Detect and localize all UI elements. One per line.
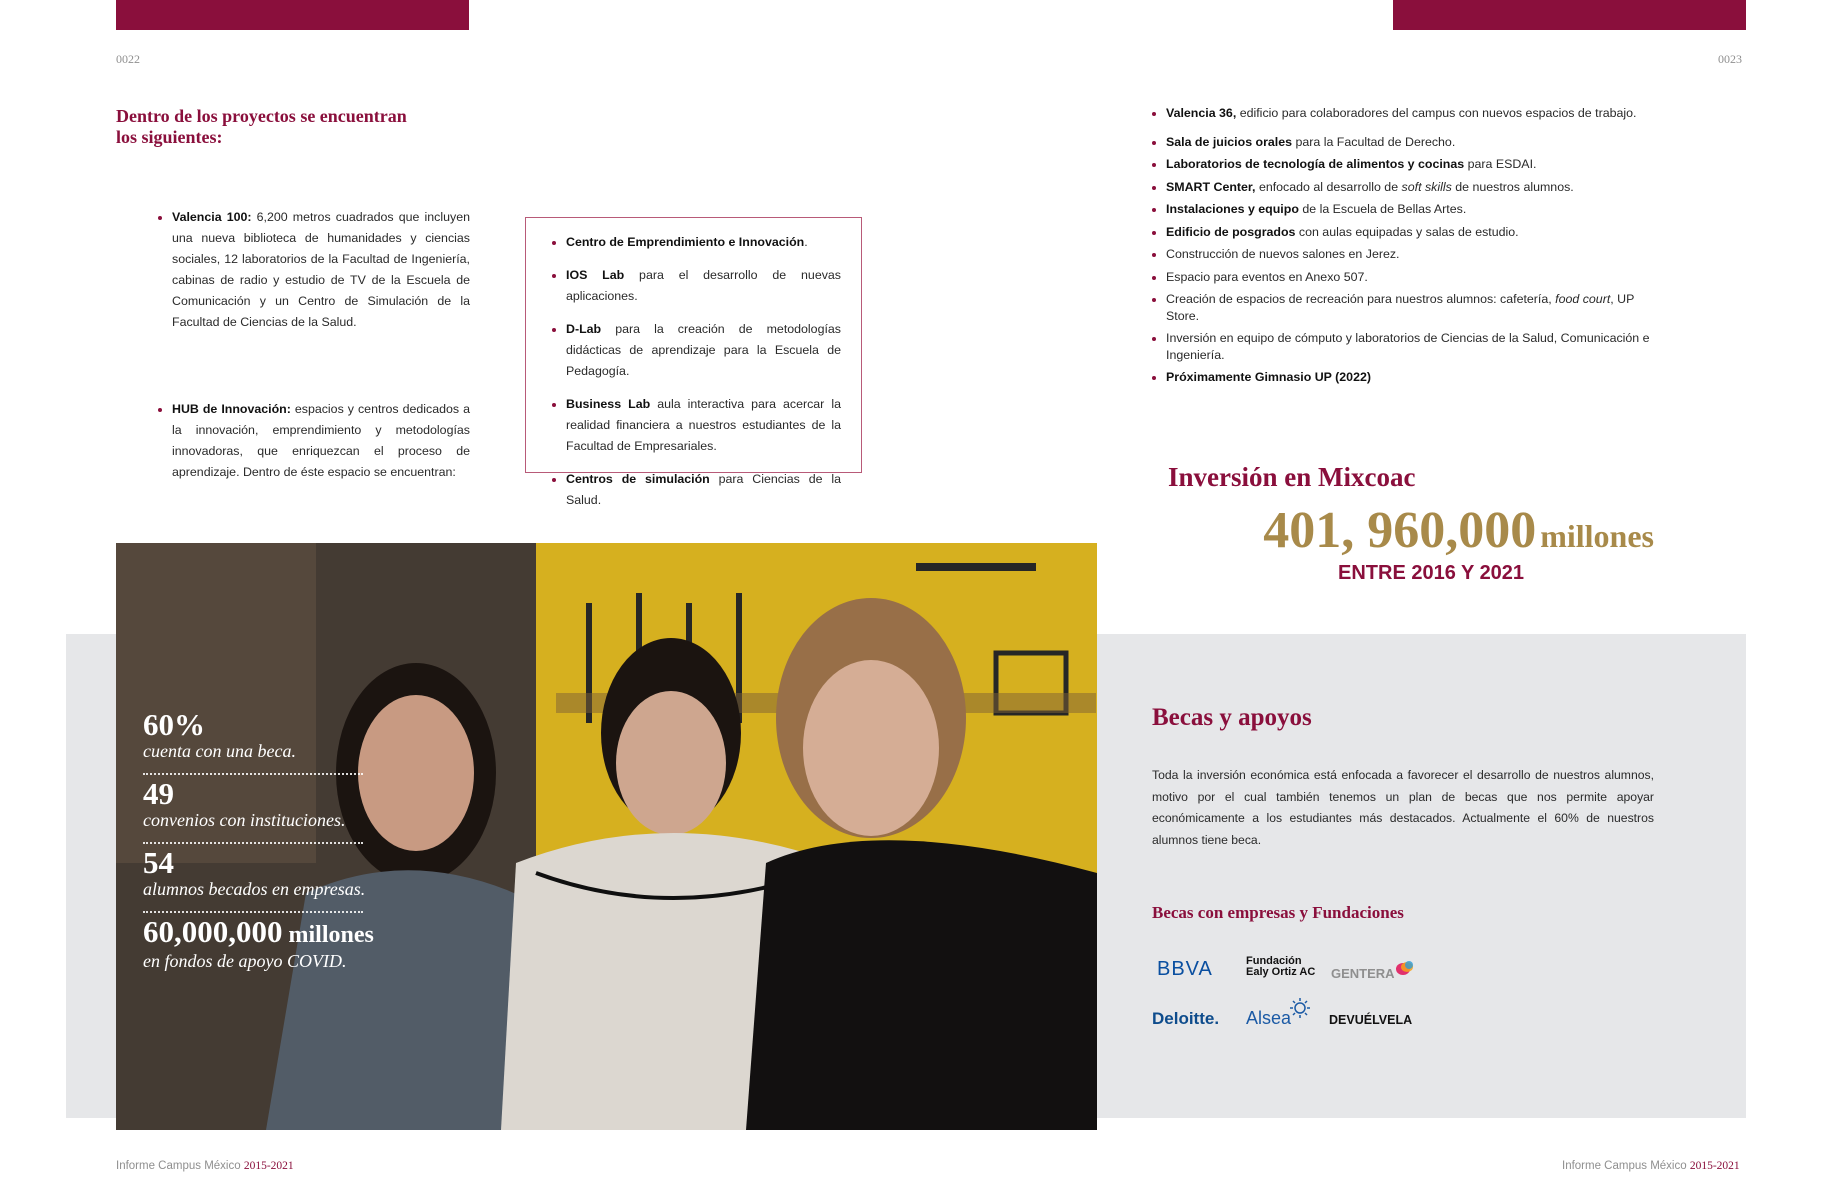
item-text: Inversión en equipo de cómputo y laboratorios de Ciencias de la Salud, Comunicación e Ingeniería.	[1166, 331, 1650, 362]
left-list-valencia	[158, 207, 470, 333]
intro-heading	[116, 106, 407, 148]
stat-covid-funds	[143, 916, 374, 971]
investment-amount: 401, 960,000	[1263, 502, 1537, 559]
fundacion-logo	[1246, 956, 1315, 978]
item-text: Creación de espacios de recreación para nuestros alumnos: cafetería,	[1166, 292, 1556, 306]
stat-divider	[143, 842, 363, 844]
stat-divider	[143, 911, 363, 913]
footer-text: Informe Campus México	[1562, 1160, 1690, 1172]
stat-caption: convenios con instituciones.	[143, 810, 346, 830]
item-text: para Ciencias de la Salud.	[566, 472, 841, 507]
stat-caption: alumnos becados en empresas.	[143, 879, 366, 899]
list-item	[1152, 291, 1654, 324]
item-bold: Sala de juicios orales	[1166, 134, 1293, 149]
bbva-logo: BBVA	[1157, 958, 1213, 980]
item-text: Espacio para eventos en Anexo 507.	[1166, 269, 1368, 284]
item-text: con aulas equipadas y salas de estudio.	[1295, 224, 1519, 239]
list-item	[158, 399, 470, 483]
list-item	[1152, 156, 1654, 173]
item-bold: Business Lab	[566, 397, 651, 411]
page-number-left: 0022	[116, 52, 140, 66]
item-text: de la Escuela de Bellas Artes.	[1298, 202, 1467, 216]
list-item	[552, 469, 841, 511]
gentera-flame-icon	[1396, 961, 1414, 975]
becas-body: Toda la inversión económica está enfocada a favorecer el desarrollo de nuestros alumnos, motivo por el cual también tenemos un plan de becas que nos permite apoyar económicamente a los estudiantes más destacados. Actualmente el 60% de nuestros alumnos tiene beca.	[1152, 768, 1654, 847]
footer-text: Informe Campus México	[116, 1160, 244, 1172]
item-text: , UP Store.	[1166, 292, 1635, 323]
item-bold: Instalaciones y equipo	[1166, 202, 1299, 216]
top-accent-bar-right	[1393, 0, 1746, 30]
becas-subtitle: Becas con empresas y Fundaciones	[1152, 903, 1404, 922]
stat-caption: cuenta con una beca.	[143, 741, 296, 761]
item-italic: soft skills	[1401, 179, 1452, 194]
item-text: .	[804, 235, 808, 249]
item-bold: HUB de Innovación:	[172, 402, 291, 416]
right-project-list	[1152, 105, 1654, 392]
list-item	[1152, 269, 1654, 286]
item-text: Construcción de nuevos salones en Jerez.	[1166, 247, 1400, 261]
stat-number: 54	[143, 845, 174, 880]
list-item	[552, 394, 841, 457]
footer-right	[1562, 1160, 1740, 1172]
page-number-right: 0023	[1718, 52, 1742, 66]
list-item	[1152, 105, 1654, 122]
stat-divider	[143, 773, 363, 775]
investment-period: ENTRE 2016 Y 2021	[1338, 562, 1525, 584]
list-item	[1152, 224, 1654, 241]
stat-company-scholars	[143, 847, 365, 899]
investment-amount-row	[1150, 502, 1654, 560]
stat-number-unit: millones	[282, 922, 374, 948]
item-bold: Próximamente Gimnasio UP (2022)	[1166, 370, 1371, 384]
list-item	[1152, 179, 1654, 196]
intro-heading-line2: los siguientes:	[116, 127, 223, 147]
item-text: para el desarrollo de nuevas aplicaciones.	[566, 268, 841, 303]
stat-number	[143, 916, 374, 951]
becas-title: Becas y apoyos	[1152, 704, 1312, 731]
item-bold: D-Lab	[566, 322, 602, 336]
item-bold: Valencia 100:	[172, 210, 252, 224]
list-item	[1152, 246, 1654, 263]
stat-number-value: 60,000,000	[143, 914, 283, 949]
hub-spaces-box	[525, 217, 862, 507]
item-text: para ESDAI.	[1464, 157, 1537, 171]
item-bold: Centro de Emprendimiento e Innovación	[566, 235, 805, 249]
item-text: para la creación de metodologías didácticas de aprendizaje para la Escuela de Pedagogía.	[566, 322, 841, 378]
stat-number: 60%	[143, 707, 205, 742]
item-text: edificio para colaboradores del campus con nuevos espacios de trabajo.	[1236, 106, 1637, 120]
intro-heading-line1: Dentro de los proyectos se encuentran	[116, 106, 407, 126]
item-bold: Edificio de posgrados	[1166, 224, 1296, 239]
deloitte-logo: Deloitte.	[1152, 1009, 1220, 1028]
stat-scholarship	[143, 709, 296, 761]
alsea-logo: Alsea	[1246, 1008, 1292, 1028]
item-bold: Laboratorios de tecnología de alimentos y cocinas	[1166, 157, 1465, 171]
students-photo	[116, 543, 1097, 1130]
list-item	[552, 265, 841, 307]
item-text: enfocado al desarrollo de	[1255, 179, 1402, 194]
item-text: aula interactiva para acercar la realidad financiera a nuestros estudiantes de la Facultad de Empresariales.	[566, 397, 841, 453]
devuelvela-logo: DEVUÉLVELA	[1329, 1013, 1413, 1027]
list-item	[1152, 201, 1654, 218]
item-bold: Centros de simulación	[566, 472, 710, 486]
item-text: 6,200 metros cuadrados que incluyen una nueva biblioteca de humanidades y ciencias sociales, 12 laboratorios de la Facultad de Ingeniería, cabinas de radio y estudio de TV de la Escuela de Comunicación y un Centro de Simulación de la Facultad de Ciencias de la Salud.	[172, 210, 471, 329]
item-bold: Valencia 36,	[1166, 106, 1237, 120]
list-item	[1152, 330, 1654, 363]
list-item	[1152, 369, 1654, 386]
stat-caption: en fondos de apoyo COVID.	[143, 951, 347, 971]
investment-unit: millones	[1540, 518, 1654, 554]
left-list-hub	[158, 399, 470, 483]
top-accent-bar-left	[116, 0, 469, 30]
stat-number: 49	[143, 776, 174, 811]
list-item	[552, 319, 841, 382]
investment-title: Inversión en Mixcoac	[1168, 462, 1416, 492]
stat-agreements	[143, 778, 345, 830]
alsea-sun-icon	[1290, 998, 1310, 1018]
item-text: para la Facultad de Derecho.	[1292, 134, 1456, 149]
footer-year: 2015-2021	[243, 1160, 294, 1172]
fundacion-logo-line2: Ealy Ortiz AC	[1246, 966, 1316, 978]
item-text: de nuestros alumnos.	[1451, 179, 1574, 194]
gentera-logo: GENTERA	[1331, 966, 1395, 981]
item-text: espacios y centros dedicados a la innovación, emprendimiento y metodologías innovadoras, que enriquezcan el proceso de aprendizaje. Dentro de éste espacio se encuentran:	[172, 402, 471, 479]
fundacion-logo-line1: Fundación	[1246, 955, 1302, 967]
item-italic: food court	[1555, 292, 1611, 306]
list-item	[1152, 134, 1654, 151]
hub-spaces-list	[552, 232, 841, 511]
list-item	[158, 207, 470, 333]
item-bold: IOS Lab	[566, 268, 625, 282]
list-item	[552, 232, 841, 253]
footer-left	[116, 1160, 294, 1172]
footer-year: 2015-2021	[1689, 1160, 1740, 1172]
item-bold: SMART Center,	[1166, 179, 1256, 194]
